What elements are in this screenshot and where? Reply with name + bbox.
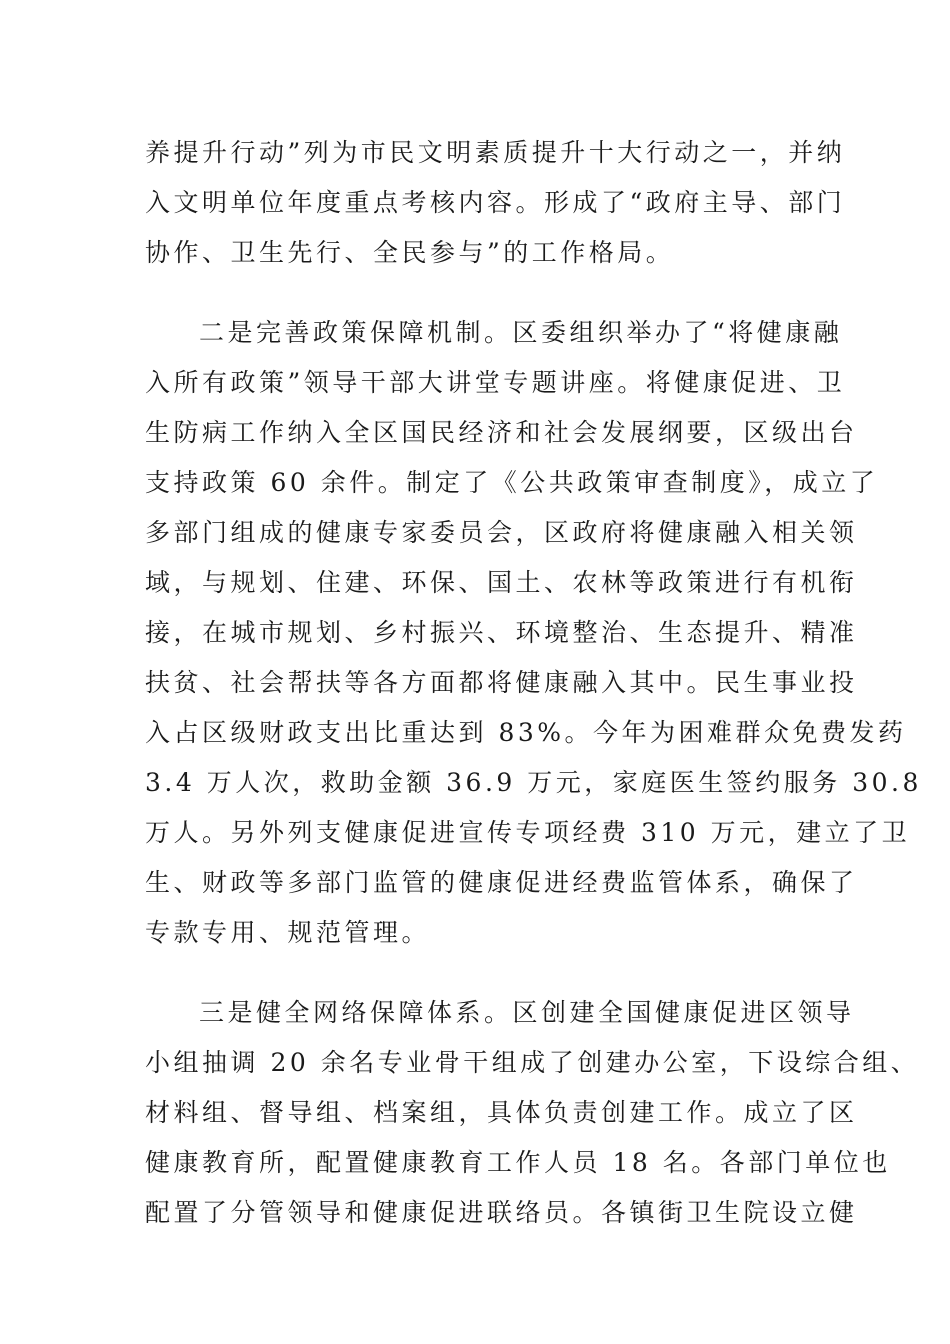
text-line: 材料组、督导组、档案组，具体负责创建工作。成立了区 xyxy=(145,1098,858,1127)
paragraph-gap xyxy=(145,958,815,988)
text-line: 入所有政策”领导干部大讲堂专题讲座。将健康促进、卫 xyxy=(145,368,846,397)
text-line: 生防病工作纳入全区国民经济和社会发展纲要，区级出台 xyxy=(145,418,858,447)
text-line: 3.4 万人次，救助金额 36.9 万元，家庭医生签约服务 30.8 xyxy=(145,768,922,797)
paragraph-3 xyxy=(145,988,920,1238)
body-text xyxy=(145,128,922,1238)
text-line: 接，在城市规划、乡村振兴、环境整治、生态提升、精准 xyxy=(145,618,858,647)
text-line: 入文明单位年度重点考核内容。形成了“政府主导、部门 xyxy=(145,188,846,217)
paragraph-1 xyxy=(145,128,846,278)
text-line: 扶贫、社会帮扶等各方面都将健康融入其中。民生事业投 xyxy=(145,668,858,697)
text-line: 万人。另外列支健康促进宣传专项经费 310 万元，建立了卫 xyxy=(145,818,911,847)
text-line: 域，与规划、住建、环保、国土、农林等政策进行有机衔 xyxy=(145,568,858,597)
text-line: 二是完善政策保障机制。区委组织举办了“将健康融 xyxy=(199,318,843,347)
text-line: 健康教育所，配置健康教育工作人员 18 名。各部门单位也 xyxy=(145,1148,891,1177)
paragraph-gap xyxy=(145,278,815,308)
text-line: 配置了分管领导和健康促进联络员。各镇街卫生院设立健 xyxy=(145,1198,858,1227)
text-line: 小组抽调 20 余名专业骨干组成了创建办公室，下设综合组、 xyxy=(145,1048,920,1077)
text-line: 三是健全网络保障体系。区创建全国健康促进区领导 xyxy=(199,998,855,1027)
text-line: 多部门组成的健康专家委员会，区政府将健康融入相关领 xyxy=(145,518,858,547)
text-line: 入占区级财政支出比重达到 83%。今年为困难群众免费发药 xyxy=(145,718,907,747)
text-line: 专款专用、规范管理。 xyxy=(145,918,431,947)
text-line: 养提升行动”列为市民文明素质提升十大行动之一，并纳 xyxy=(145,138,846,167)
text-line: 协作、卫生先行、全民参与”的工作格局。 xyxy=(145,238,675,267)
text-line: 生、财政等多部门监管的健康促进经费监管体系，确保了 xyxy=(145,868,858,897)
paragraph-2 xyxy=(145,308,922,958)
text-line: 支持政策 60 余件。制定了《公共政策审查制度》，成立了 xyxy=(145,468,879,497)
